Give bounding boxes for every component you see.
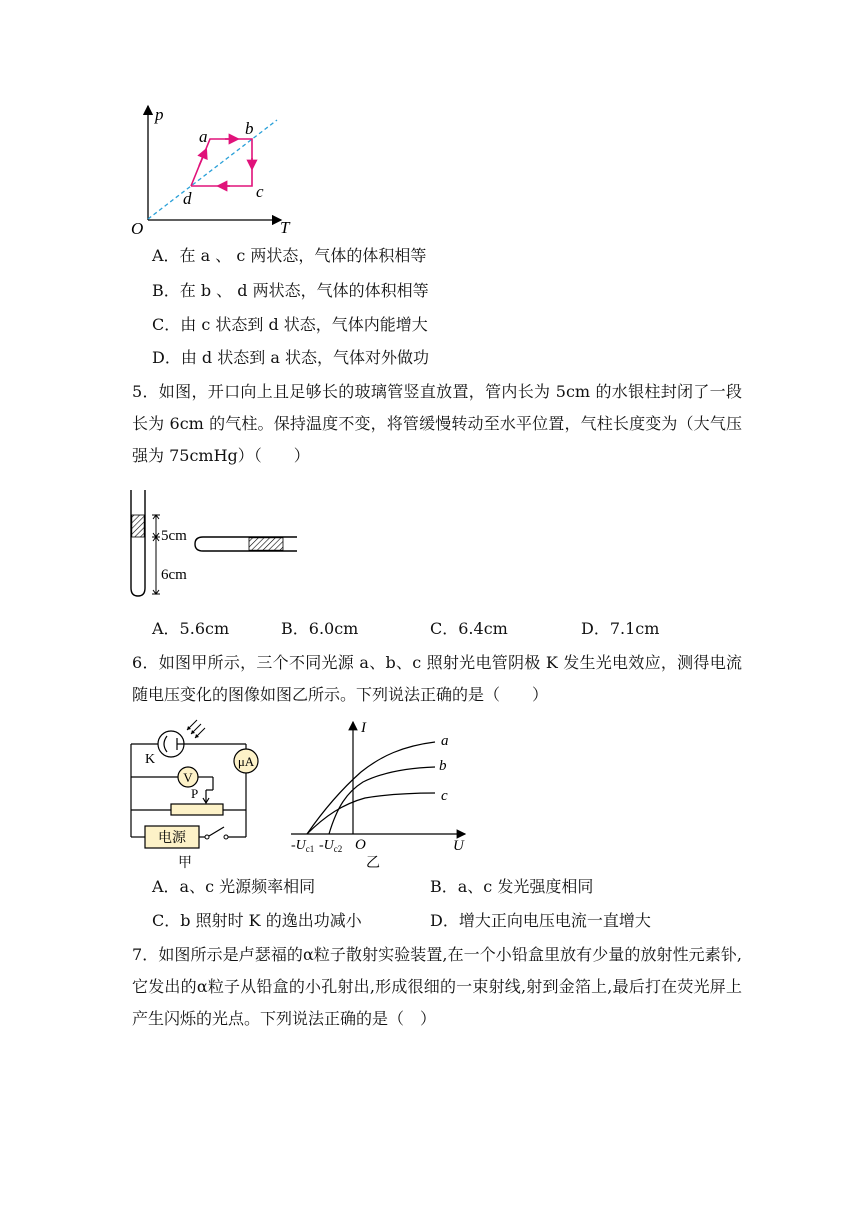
curve-b-label: b <box>439 758 447 774</box>
origin-label: O <box>131 219 144 238</box>
point-b-label: b <box>245 119 254 138</box>
q5-option-c: C．6.4cm <box>430 619 508 638</box>
q6-option-c: C．b 照射时 K 的逸出功减小 <box>152 911 362 930</box>
slider-p-label: P <box>191 786 199 801</box>
cathode-k-label: K <box>145 752 156 767</box>
point-c-label: c <box>256 182 264 201</box>
air-column-label: 6cm <box>161 567 187 583</box>
q5-option-d: D．7.1cm <box>581 619 660 638</box>
q4-option-c: C．由 c 状态到 d 状态，气体内能增大 <box>152 315 428 334</box>
axis-u-label: U <box>453 838 464 854</box>
q4-option-b: B．在 b 、 d 两状态，气体的体积相等 <box>152 281 429 300</box>
q5-stem: 5．如图，开口向上且足够长的玻璃管竖直放置，管内长为 5cm 的水银柱封闭了一段长为 6cm 的气柱。保持温度不变，将管缓慢转动至水平位置，气柱长度变为（大气压强为 75cmHg）（ ） <box>132 382 742 465</box>
glass-tube-diagram <box>125 484 305 600</box>
q6-option-a: A．a、c 光源频率相同 <box>152 877 316 896</box>
q4-option-d: D．由 d 状态到 a 状态，气体对外做功 <box>152 348 429 367</box>
q4-option-a: A．在 a 、 c 两状态，气体的体积相等 <box>152 246 427 265</box>
voltmeter-label: V <box>183 770 193 785</box>
point-d-label: d <box>183 189 192 208</box>
iu-graph <box>285 712 475 870</box>
figure-yi-caption: 乙 <box>366 856 380 870</box>
pt-diagram <box>125 100 305 240</box>
axis-p-label: p <box>155 105 164 124</box>
microammeter-label: μA <box>237 754 255 769</box>
q6-stem: 6．如图甲所示，三个不同光源 a、b、c 照射光电管阴极 K 发生光电效应，测得电流随电压变化的图像如图乙所示。下列说法正确的是（ ） <box>132 653 742 704</box>
q5-option-a: A．5.6cm <box>152 619 230 638</box>
curve-a-label: a <box>441 733 449 749</box>
uc1-label: $-U_{c1}$ <box>291 838 315 854</box>
axis-i-label: I <box>361 720 366 736</box>
curve-c-label: c <box>441 788 448 804</box>
axis-t-label: T <box>280 218 290 237</box>
q6-option-b: B．a、c 发光强度相同 <box>430 877 594 896</box>
uc2-label: $-U_{c2}$ <box>319 838 343 854</box>
q7-stem: 7．如图所示是卢瑟福的α粒子散射实验装置,在一个小铅盒里放有少量的放射性元素钋,它发出的α粒子从铅盒的小孔射出,形成很细的一束射线,射到金箔上,最后打在荧光屏上产生闪烁的光点。下列说法正确的是（ ） <box>132 945 742 1028</box>
power-source-label: 电源 <box>158 831 186 846</box>
point-a-label: a <box>199 127 208 146</box>
mercury-length-label: 5cm <box>161 528 187 544</box>
figure-jia-caption: 甲 <box>178 856 192 870</box>
q5-option-b: B．6.0cm <box>281 619 359 638</box>
graph-origin-label: O <box>355 837 366 853</box>
photoelectric-circuit-diagram <box>125 712 265 870</box>
q6-option-d: D．增大正向电压电流一直增大 <box>430 911 651 930</box>
